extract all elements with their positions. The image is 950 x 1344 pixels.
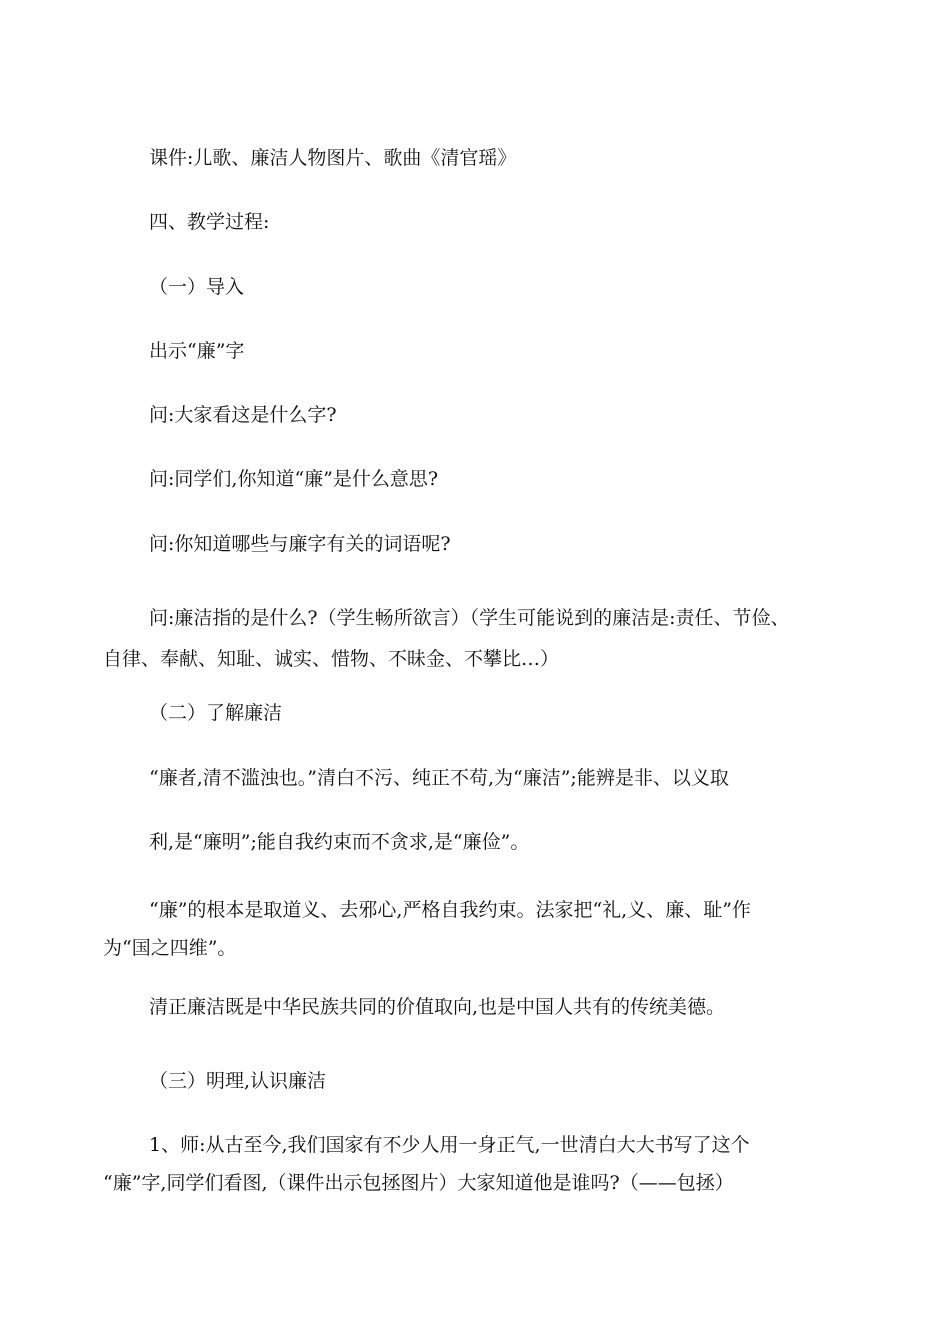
paragraph-courseware: 课件:儿歌、廉洁人物图片、歌曲《清官瑶》 <box>149 147 517 169</box>
paragraph-question-4-line1: 问:廉洁指的是什么?（学生畅所欲言）（学生可能说到的廉洁是:责任、节俭、 <box>149 607 790 629</box>
paragraph-teacher-line1: 1、师:从古至今,我们国家有不少人用一身正气,一世清白大大书写了这个 <box>149 1134 750 1156</box>
paragraph-show-character: 出示“廉”字 <box>149 340 245 362</box>
subheading-introduction: （一）导入 <box>149 276 245 298</box>
paragraph-definition-line2: 利,是“廉明”;能自我约束而不贪求,是“廉俭”。 <box>149 831 530 853</box>
heading-teaching-process: 四、教学过程: <box>149 211 270 233</box>
paragraph-root-line2: 为“国之四维”。 <box>103 937 237 959</box>
paragraph-question-4-line2: 自律、奉献、知耻、诚实、惜物、不昧金、不攀比…） <box>103 648 560 670</box>
paragraph-question-2: 问:同学们,你知道“廉”是什么意思? <box>149 468 439 490</box>
subheading-understand-integrity: （二）了解廉洁 <box>149 702 283 724</box>
paragraph-question-1: 问:大家看这是什么字? <box>149 404 337 426</box>
paragraph-root-line1: “廉”的根本是取道义、去邪心,严格自我约束。法家把“礼,义、廉、耻”作 <box>149 899 751 921</box>
paragraph-question-3: 问:你知道哪些与廉字有关的词语呢? <box>149 533 451 555</box>
paragraph-definition-line1: “廉者,清不滥浊也。”清白不污、纯正不苟,为“廉洁”;能辨是非、以义取 <box>149 767 729 789</box>
paragraph-virtue: 清正廉洁既是中华民族共同的价值取向,也是中国人共有的传统美德。 <box>149 996 726 1018</box>
paragraph-teacher-line2: “廉”字,同学们看图,（课件出示包拯图片）大家知道他是谁吗?（——包拯） <box>103 1172 734 1194</box>
subheading-recognize-integrity: （三）明理,认识廉洁 <box>149 1070 327 1092</box>
